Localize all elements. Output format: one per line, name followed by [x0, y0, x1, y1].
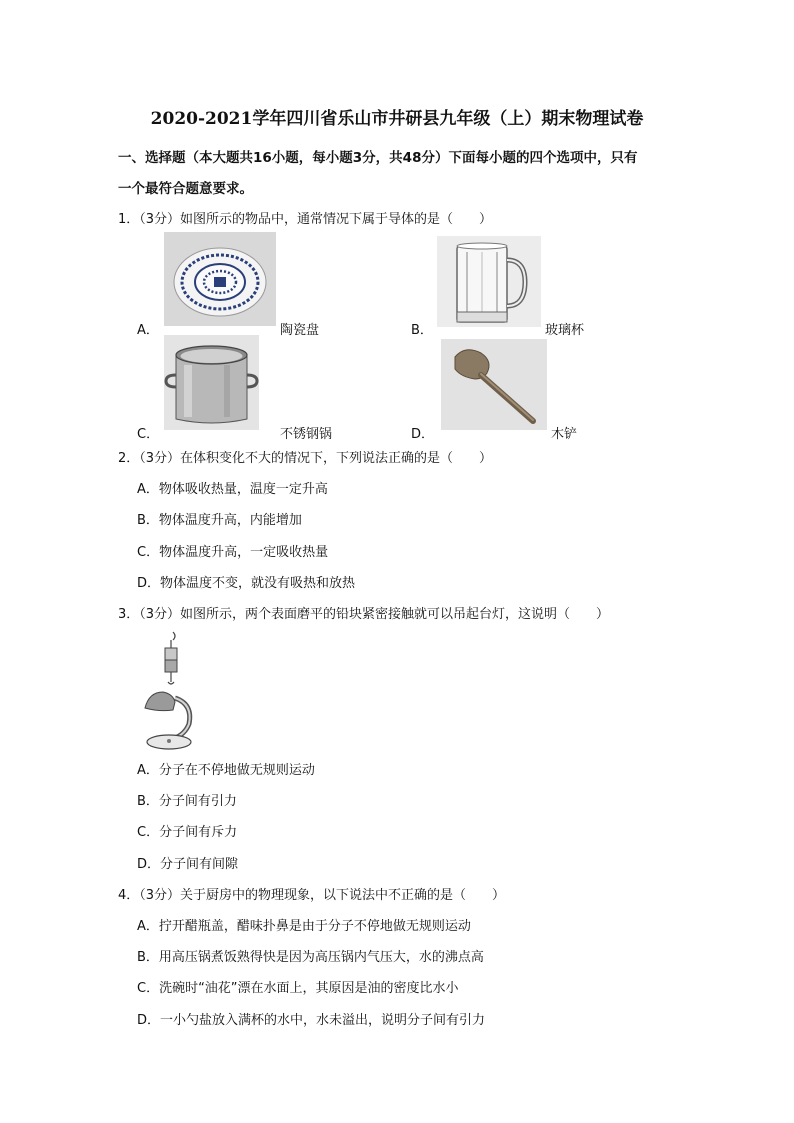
question-3-option-d: D．分子间有间隙 — [137, 857, 239, 872]
option-a-letter: A． — [137, 323, 159, 338]
option-d-letter: D． — [411, 427, 435, 442]
option-b-letter: B． — [411, 323, 433, 338]
page-title: 2020-2021学年四川省乐山市井研县九年级（上）期末物理试卷 — [150, 109, 644, 129]
section-heading-line2: 一个最符合题意要求。 — [118, 181, 253, 197]
question-2-stem: 2．（3分）在体积变化不大的情况下，下列说法正确的是（ ） — [118, 451, 493, 466]
question-3-option-b: B．分子间有引力 — [137, 794, 237, 809]
ceramic-plate-image — [164, 232, 276, 326]
question-4-option-a: A．拧开醋瓶盖，醋味扑鼻是由于分子不停地做无规则运动 — [137, 919, 471, 934]
question-4-stem: 4．（3分）关于厨房中的物理现象，以下说法中不正确的是（ ） — [118, 888, 506, 903]
question-2-option-c: C．物体温度升高，一定吸收热量 — [137, 545, 329, 560]
question-4-option-b: B．用高压锅煮饭熟得快是因为高压锅内气压大，水的沸点高 — [137, 950, 484, 965]
question-3-option-c: C．分子间有斥力 — [137, 825, 238, 840]
question-2-option-b: B．物体温度升高，内能增加 — [137, 513, 302, 528]
question-4-option-d: D．一小勺盐放入满杯的水中，水未溢出，说明分子间有引力 — [137, 1013, 486, 1028]
option-a-label: 陶瓷盘 — [280, 323, 320, 338]
lead-block-lamp-diagram — [135, 630, 197, 752]
option-c-letter: C． — [137, 427, 160, 442]
wooden-spatula-image — [441, 339, 547, 430]
option-d-label: 木铲 — [551, 427, 578, 442]
glass-cup-image — [437, 236, 541, 327]
option-b-label: 玻璃杯 — [545, 323, 585, 338]
question-4-option-c: C．洗碗时“油花”漂在水面上，其原因是油的密度比水小 — [137, 981, 459, 996]
section-heading-line1: 一、选择题（本大题共16小题，每小题3分，共48分）下面每小题的四个选项中，只有 — [118, 150, 638, 166]
question-3-stem: 3．（3分）如图所示，两个表面磨平的铅块紧密接触就可以吊起台灯，这说明（ ） — [118, 607, 610, 622]
question-2-option-a: A．物体吸收热量，温度一定升高 — [137, 482, 328, 497]
steel-pot-image — [164, 335, 259, 430]
question-3-option-a: A．分子在不停地做无规则运动 — [137, 763, 315, 778]
question-1-stem: 1．（3分）如图所示的物品中，通常情况下属于导体的是（ ） — [118, 212, 493, 227]
option-c-label: 不锈钢锅 — [280, 427, 333, 442]
question-2-option-d: D．物体温度不变，就没有吸热和放热 — [137, 576, 356, 591]
